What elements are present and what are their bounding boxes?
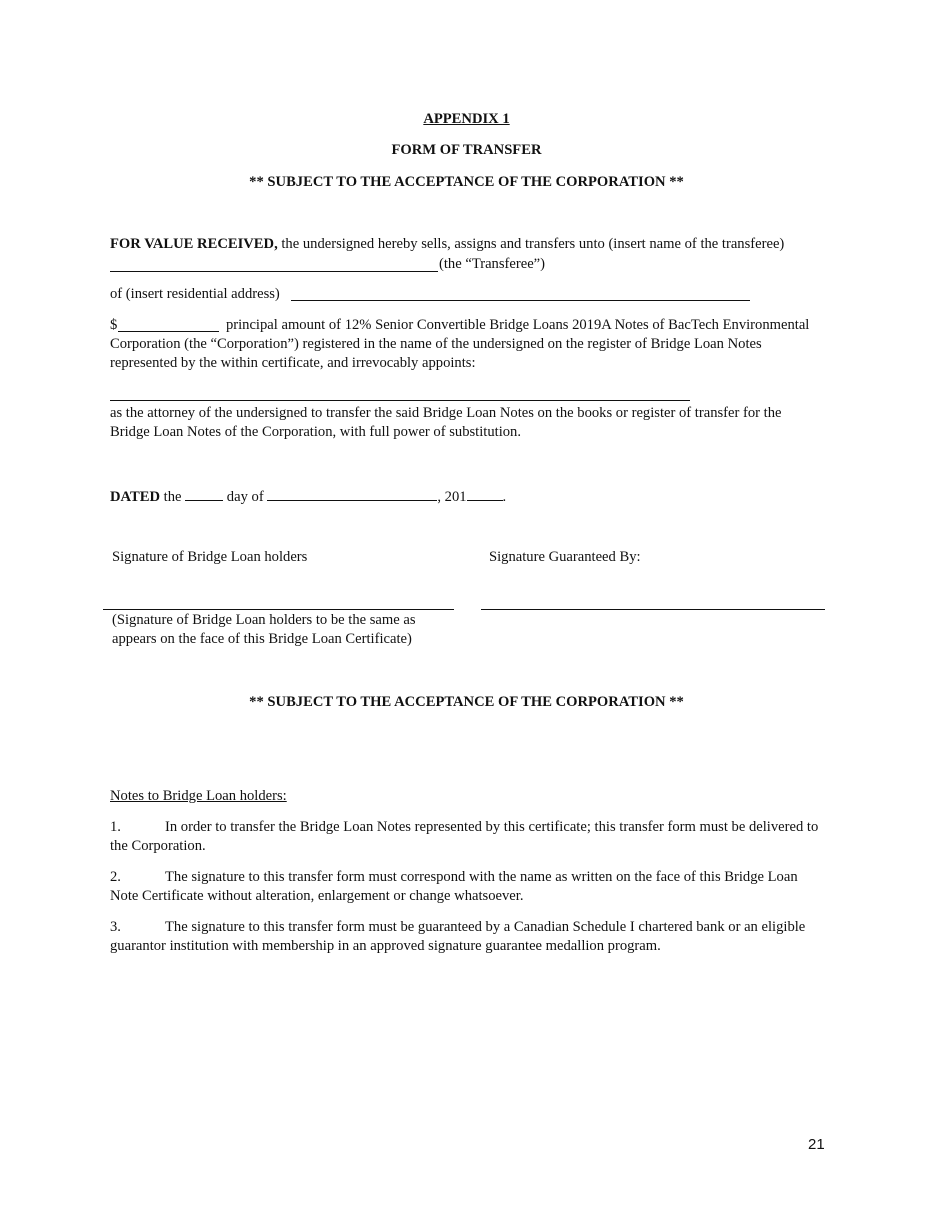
dated-day-of: day of bbox=[223, 489, 268, 505]
form-title: FORM OF TRANSFER bbox=[391, 142, 542, 158]
guarantee-signature-line[interactable] bbox=[481, 609, 825, 610]
transferee-name-blank[interactable] bbox=[110, 271, 438, 272]
month-blank[interactable] bbox=[267, 486, 437, 501]
note-item-3 bbox=[110, 918, 822, 956]
dated-line bbox=[110, 486, 506, 507]
holder-signature-label: Signature of Bridge Loan holders bbox=[112, 549, 308, 565]
note-text: The signature to this transfer form must be guaranteed by a Canadian Schedule I chartered bank or an eligible guarantor institution with membership in an approved signature guarantee medallion program. bbox=[110, 919, 806, 954]
dated-the: the bbox=[160, 489, 186, 505]
guarantee-signature-label: Signature Guaranteed By: bbox=[489, 549, 641, 565]
transferee-suffix: (the “Transferee”) bbox=[439, 256, 546, 272]
note-item-2 bbox=[110, 868, 822, 906]
year-blank[interactable] bbox=[467, 486, 503, 501]
address-blank[interactable] bbox=[291, 300, 750, 301]
subject-notice-top: ** SUBJECT TO THE ACCEPTANCE OF THE CORPORATION ** bbox=[249, 174, 684, 190]
address-label: of (insert residential address) bbox=[110, 286, 280, 302]
value-received-paragraph bbox=[110, 235, 822, 254]
note-text: The signature to this transfer form must correspond with the name as written on the face of this Bridge Loan Note Certificate without alteration, enlargement or change whatsoever. bbox=[110, 869, 798, 904]
day-blank[interactable] bbox=[185, 486, 223, 501]
dollar-sign: $ bbox=[110, 317, 118, 333]
dated-end: . bbox=[502, 489, 507, 505]
note-item-1 bbox=[110, 818, 822, 856]
dated-label: DATED bbox=[110, 489, 161, 505]
note-number: 2. bbox=[110, 869, 121, 885]
appendix-heading: APPENDIX 1 bbox=[423, 111, 510, 127]
principal-text: principal amount of 12% Senior Convertible Bridge Loans 2019A Notes of BacTech Environmental Corporation (the “Corporation”) registered in the name of the undersigned on the register of Bridge Loan Notes represented by the within certificate, and irrevocably appoints: bbox=[110, 317, 810, 371]
value-received-text: the undersigned hereby sells, assigns and transfers unto (insert name of the transferee) bbox=[277, 236, 785, 252]
principal-paragraph bbox=[110, 316, 822, 373]
notes-title: Notes to Bridge Loan holders: bbox=[110, 788, 287, 804]
attorney-paragraph: as the attorney of the undersigned to transfer the said Bridge Loan Notes on the books or register of transfer for the Bridge Loan Notes of the Corporation, with full power of substitution. bbox=[110, 405, 782, 440]
subject-notice-bottom: ** SUBJECT TO THE ACCEPTANCE OF THE CORPORATION ** bbox=[249, 694, 684, 710]
page-number: 21 bbox=[808, 1136, 825, 1153]
holder-signature-line[interactable] bbox=[103, 609, 454, 610]
value-received-label: FOR VALUE RECEIVED, bbox=[110, 236, 278, 252]
note-number: 3. bbox=[110, 919, 121, 935]
holder-signature-note: (Signature of Bridge Loan holders to be the same as appears on the face of this Bridge Loan Certificate) bbox=[112, 612, 416, 647]
note-number: 1. bbox=[110, 819, 121, 835]
note-text: In order to transfer the Bridge Loan Notes represented by this certificate; this transfer form must be delivered to the Corporation. bbox=[110, 819, 819, 854]
attorney-blank[interactable] bbox=[110, 400, 690, 401]
dated-year-prefix: , 201 bbox=[437, 489, 467, 505]
